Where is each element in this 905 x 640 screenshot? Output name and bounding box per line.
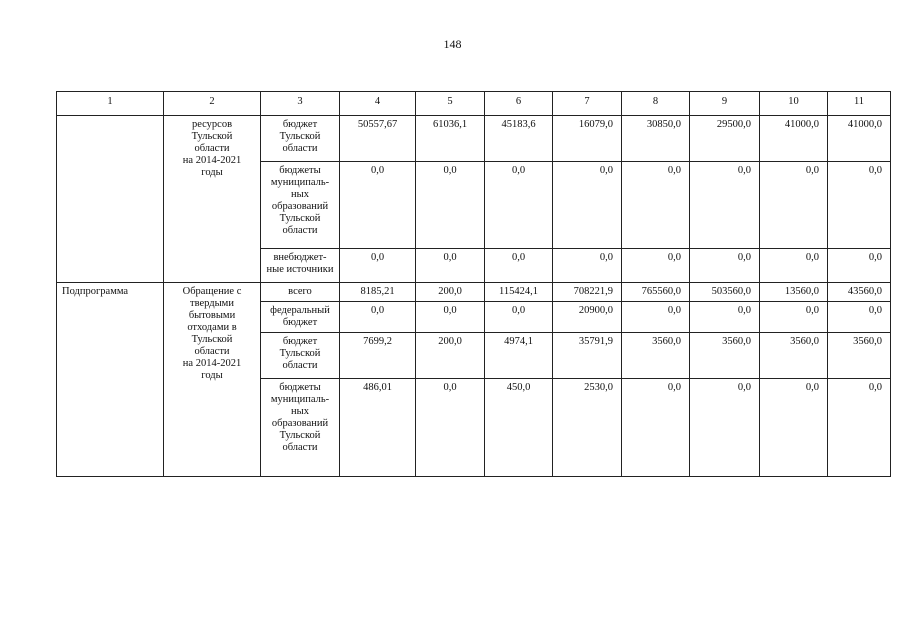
value-cell: 29500,0 xyxy=(690,116,760,162)
value-cell: 0,0 xyxy=(485,249,553,283)
page-number: 148 xyxy=(443,37,462,51)
value-cell: 0,0 xyxy=(485,162,553,249)
funding-source-cell: бюджет Тульской области xyxy=(261,333,340,379)
value-cell: 13560,0 xyxy=(760,283,828,302)
header-cell: 9 xyxy=(690,92,760,116)
header-cell: 6 xyxy=(485,92,553,116)
value-cell: 30850,0 xyxy=(622,116,690,162)
value-cell: 0,0 xyxy=(622,379,690,477)
funding-source-cell: бюджеты муниципаль- ных образований Тульской области xyxy=(261,379,340,477)
value-cell: 3560,0 xyxy=(760,333,828,379)
value-cell: 0,0 xyxy=(690,302,760,333)
header-cell: 7 xyxy=(553,92,622,116)
value-cell: 0,0 xyxy=(760,162,828,249)
value-cell: 3560,0 xyxy=(690,333,760,379)
value-cell: 0,0 xyxy=(828,162,891,249)
value-cell: 0,0 xyxy=(622,249,690,283)
value-cell: 0,0 xyxy=(690,162,760,249)
status-cell: Подпрограмма xyxy=(57,283,164,477)
value-cell: 0,0 xyxy=(828,302,891,333)
value-cell: 4974,1 xyxy=(485,333,553,379)
value-cell: 50557,67 xyxy=(340,116,416,162)
value-cell: 16079,0 xyxy=(553,116,622,162)
value-cell: 115424,1 xyxy=(485,283,553,302)
value-cell: 61036,1 xyxy=(416,116,485,162)
value-cell: 41000,0 xyxy=(828,116,891,162)
value-cell: 0,0 xyxy=(485,302,553,333)
program-name-cell: Обращение с твердыми бытовыми отходами в Тульской области на 2014-2021 годы xyxy=(164,283,261,477)
value-cell: 0,0 xyxy=(416,379,485,477)
value-cell: 0,0 xyxy=(690,249,760,283)
header-cell: 10 xyxy=(760,92,828,116)
header-cell: 5 xyxy=(416,92,485,116)
budget-table xyxy=(56,91,891,477)
value-cell: 0,0 xyxy=(340,249,416,283)
value-cell: 0,0 xyxy=(760,249,828,283)
funding-source-cell: всего xyxy=(261,283,340,302)
value-cell: 0,0 xyxy=(760,302,828,333)
value-cell: 765560,0 xyxy=(622,283,690,302)
header-cell: 8 xyxy=(622,92,690,116)
table-row xyxy=(57,283,891,302)
value-cell: 0,0 xyxy=(690,379,760,477)
funding-source-cell: бюджеты муниципаль- ных образований Тульской области xyxy=(261,162,340,249)
funding-source-cell: бюджет Тульской области xyxy=(261,116,340,162)
value-cell: 0,0 xyxy=(553,162,622,249)
value-cell: 41000,0 xyxy=(760,116,828,162)
value-cell: 35791,9 xyxy=(553,333,622,379)
value-cell: 0,0 xyxy=(622,302,690,333)
value-cell: 2530,0 xyxy=(553,379,622,477)
value-cell: 0,0 xyxy=(340,162,416,249)
header-cell: 4 xyxy=(340,92,416,116)
value-cell: 708221,9 xyxy=(553,283,622,302)
value-cell: 0,0 xyxy=(760,379,828,477)
value-cell: 0,0 xyxy=(416,162,485,249)
value-cell: 3560,0 xyxy=(622,333,690,379)
header-cell: 1 xyxy=(57,92,164,116)
value-cell: 0,0 xyxy=(553,249,622,283)
program-name-cell: ресурсов Тульской области на 2014-2021 годы xyxy=(164,116,261,283)
value-cell: 8185,21 xyxy=(340,283,416,302)
value-cell: 200,0 xyxy=(416,283,485,302)
header-row xyxy=(57,92,891,116)
table-row xyxy=(57,116,891,162)
value-cell: 486,01 xyxy=(340,379,416,477)
value-cell: 20900,0 xyxy=(553,302,622,333)
value-cell: 7699,2 xyxy=(340,333,416,379)
value-cell: 0,0 xyxy=(416,302,485,333)
value-cell: 450,0 xyxy=(485,379,553,477)
value-cell: 43560,0 xyxy=(828,283,891,302)
value-cell: 45183,6 xyxy=(485,116,553,162)
value-cell: 0,0 xyxy=(416,249,485,283)
status-cell xyxy=(57,116,164,283)
value-cell: 0,0 xyxy=(828,379,891,477)
value-cell: 0,0 xyxy=(622,162,690,249)
header-cell: 3 xyxy=(261,92,340,116)
header-cell: 2 xyxy=(164,92,261,116)
funding-source-cell: внебюджет- ные источники xyxy=(261,249,340,283)
value-cell: 3560,0 xyxy=(828,333,891,379)
value-cell: 0,0 xyxy=(828,249,891,283)
header-cell: 11 xyxy=(828,92,891,116)
value-cell: 0,0 xyxy=(340,302,416,333)
value-cell: 503560,0 xyxy=(690,283,760,302)
value-cell: 200,0 xyxy=(416,333,485,379)
funding-source-cell: федеральный бюджет xyxy=(261,302,340,333)
